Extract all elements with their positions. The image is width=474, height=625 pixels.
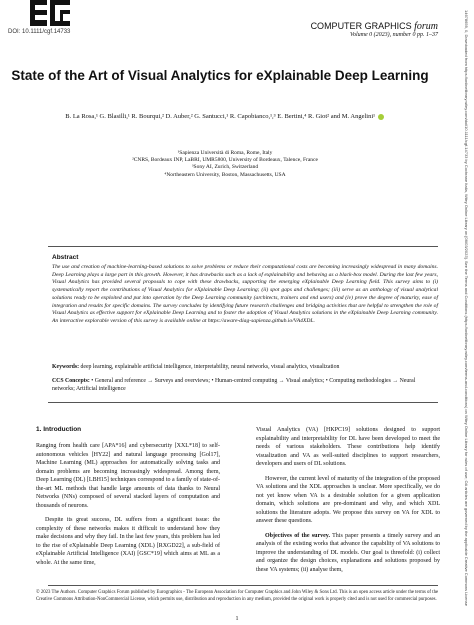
affiliation-3: ³Sony AI, Zurich, Switzerland <box>191 164 259 171</box>
abstract-heading: Abstract <box>52 254 79 261</box>
paragraph <box>256 532 440 575</box>
paragraph: Despite its great success, DL suffers from a significant issue: the complexity of these networks makes it difficult to understand how they make decisions and why they fail. In the last few years, this problem has led to the rise of eXplainable Deep Learning (XDL) [RXGD22], a sub-field of eXplainable Artificial Intelligence (XAI) [GSC*19] which aims at ML as a whole. At the same time, <box>36 517 220 566</box>
paragraph: However, the current level of maturity of the integration of the proposed VA solutions and the XDL approaches is unclear. More specifically, we do not yet know when VA is a desirable solution for a given application domain, which solutions are pre-dominant and why, and which XDL solutions the literature adopts. We propose this survey on VA for XDL to answer these questions. <box>256 475 440 524</box>
divider-top <box>48 246 438 247</box>
divider-bottom <box>48 402 438 403</box>
authors-text: B. La Rosa,¹ G. Blasilli,¹ R. Bourqui,² D. Auber,² G. Santucci,¹ R. Capobianco,¹,³ E. Bertini,⁴ R. Giot² and M. Angelini¹ <box>65 113 376 120</box>
ccs-label: CCS Concepts: <box>52 378 90 384</box>
right-column <box>256 426 440 580</box>
journal-name-main: COMPUTER GRAPHICS <box>310 21 412 31</box>
copyright-footer: © 2023 The Authors. Computer Graphics Forum published by Eurographics - The European Association for Computer Graphics and John Wiley & Sons Ltd. This is an open access article under the terms of the Creative Commons Attribution-NonCommercial License, which permits use, distribution and reproduction in any medium, provided the original work is properly cited and is not used for commercial purposes. <box>36 590 439 602</box>
footer-divider <box>48 585 438 586</box>
journal-name <box>311 21 438 32</box>
orcid-icon[interactable] <box>378 114 384 120</box>
affiliation-2: ²CNRS, Bordeaux INP, LaBRI, UMR5800, University of Bordeaux, Talence, France <box>132 157 318 164</box>
ccs-text: • General and reference → Surveys and overviews; • Human-centred computing → Visual analytics; • Computing methodologies → Neural networks; Artificial intelligence <box>52 378 416 392</box>
paragraph: Ranging from health care [APA*16] and cybersecurity [XXL*18] to self-autonomous vehicles [HY22] and natural language processing [Gol17], Machine Learning (ML) approaches for automatically solving tasks and domain problems are becoming increasingly widespread. Among them, Deep Learning (DL) [LBH15] techniques correspond to a family of state-of-the-art ML methods that handle large amounts of data thanks to Neural Networks (NNs) composed of several stacked layers of computation and thousands of neurons. <box>36 443 220 509</box>
objectives-label: Objectives of the survey. <box>265 532 330 539</box>
keywords-label: Keywords: <box>52 364 80 370</box>
abstract-text: The use and creation of machine-learning-based solutions to solve problems or reduce their computational costs are becoming increasingly widespread in many domains. Deep Learning plays a large part in this growth. However, it has drawbacks such as a lack of explainability and behaving as a black-box model. During the last few years, Visual Analytics has provided several proposals to cope with these drawbacks, supporting the emerging eXplainable Deep Learning field. This survey aims to (i) systematically report the contributions of Visual Analytics for eXplainable Deep Learning; (ii) spot gaps and challenges; (iii) serve as an anthology of visual analytical solutions ready to be exploited and put into operation by the Deep Learning community (architects, trainers and end users) and (iv) prove the degree of maturity, ease of integration and results for specific domains. The survey concludes by identifying future research challenges and bridging activities that are helpful to strengthen the role of Visual Analytics as effective support for eXplainable Deep Learning and to foster the adoption of Visual Analytics solutions in the eXplainable Deep Learning community. An interactive explorable version of this survey is available online at https://aware-diag-sapienza.github.io/VA4XDL. <box>52 264 438 324</box>
journal-name-italic: forum <box>414 21 438 32</box>
page-number: 1 <box>235 616 239 622</box>
affiliation-1: ¹Sapienza Università di Roma, Rome, Italy <box>177 150 273 156</box>
keywords <box>52 364 438 372</box>
paper-title: State of the Art of Visual Analytics for eXplainable Deep Learning <box>11 68 429 83</box>
objectives-text: This paper presents a timely survey and an analysis of the existing works that advance the capability of VA solutions to improve the understanding of DL models. Our goal is threefold: (i) collect and organize the design choices, explanations and solutions proposed by these VA systems; (ii) analyse them, <box>256 532 440 573</box>
download-sidebar <box>461 10 471 615</box>
paragraph: Visual Analytics (VA) [HKPC19] solutions designed to support explainability and interpretability for DL have been developed to meet the needs of various stakeholders. These contributions help identify visualization and VA as well-suited disciplines to support researchers, developers and users of DL solutions. <box>256 427 440 467</box>
keywords-text: deep learning, explainable artificial intelligence, interpretability, neural networks, visual analytics, visualization <box>80 364 340 370</box>
eurographics-logo <box>30 0 70 26</box>
section-heading: 1. Introduction <box>36 426 82 433</box>
author-list <box>60 112 390 122</box>
left-column <box>36 442 220 573</box>
volume-info: Volume 0 (2023), number 0 pp. 1–37 <box>350 32 438 38</box>
download-notice: 14678659, 0, Downloaded from https://onlinelibrary.wiley.com/doi/10.1111/cgf.14733 by Cochrane Italia, Wiley Online Library on [06/03/2023]. See the Terms and Conditions (https://onlinelibrary.wiley.com/terms-and-conditions) on Wiley Online Library for rules of use; OA articles are governed by the applicable Creative Commons License <box>464 10 469 606</box>
affiliations <box>60 150 390 179</box>
ccs-concepts <box>52 377 438 393</box>
affiliation-4: ⁴Northeastern University, Boston, Massachusetts, USA <box>164 171 286 178</box>
doi-link[interactable]: DOI: 10.1111/cgf.14733 <box>8 29 71 35</box>
